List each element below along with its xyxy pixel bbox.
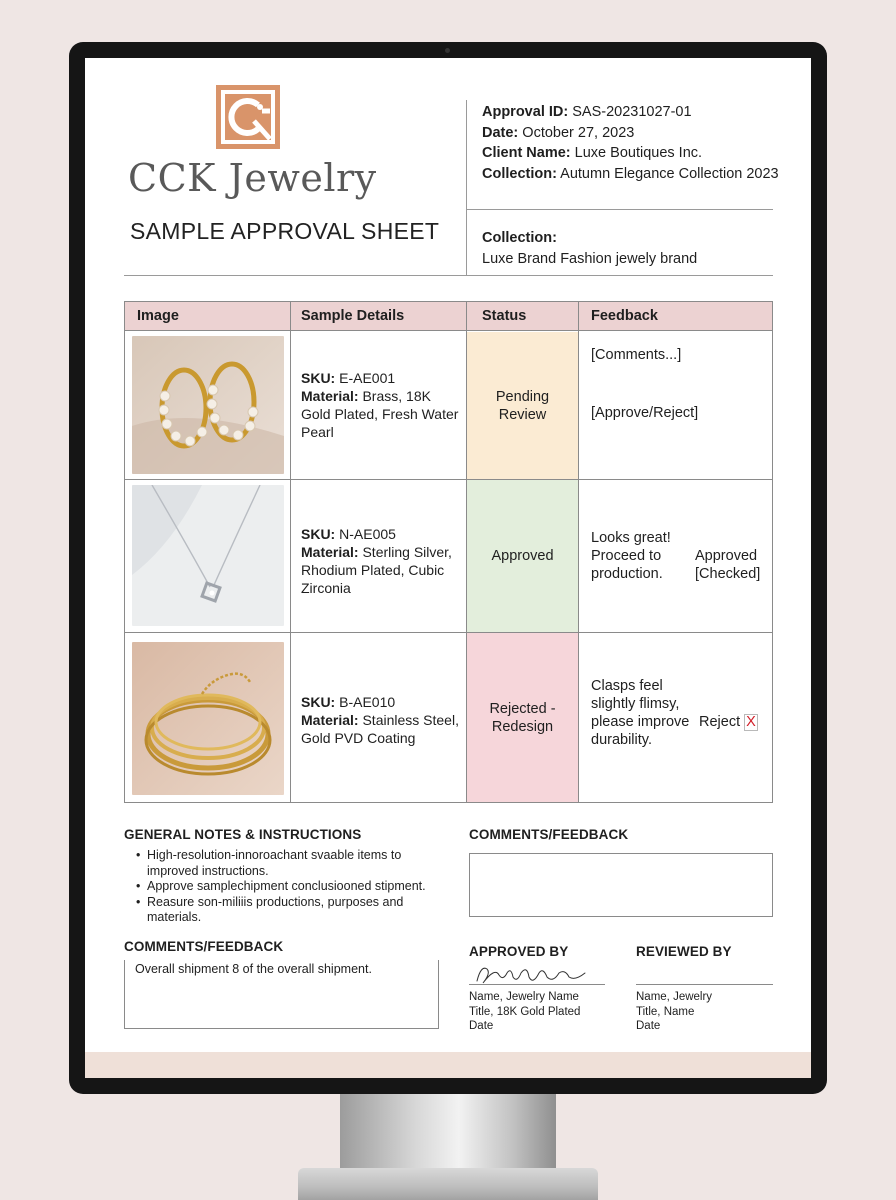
collection-block bbox=[482, 228, 697, 269]
column-divider bbox=[466, 302, 467, 802]
reviewer-title: Title, Name bbox=[636, 1005, 695, 1018]
sku-value: N-AE005 bbox=[339, 526, 396, 542]
header-image: Image bbox=[137, 308, 179, 324]
comments-feedback-box[interactable] bbox=[469, 853, 773, 917]
list-item: • High-resolution-innoroachant svaable items to improved instructions. bbox=[136, 848, 446, 879]
header-status: Status bbox=[482, 308, 527, 324]
sku-value: B-AE010 bbox=[339, 694, 396, 710]
sku-label: SKU: bbox=[301, 694, 336, 710]
necklace-image bbox=[132, 485, 284, 626]
list-item: • Reasure son-miliiis productions, purposes and materials. bbox=[136, 895, 446, 926]
material-value: Stainless Steel, Gold PVD Coating bbox=[301, 712, 459, 746]
approved-by-title: APPROVED BY bbox=[469, 944, 569, 959]
cck-logo-icon bbox=[216, 85, 280, 149]
status-cell bbox=[467, 633, 578, 802]
approval-id-row bbox=[482, 102, 779, 123]
approval-id-label: Approval ID: bbox=[482, 104, 569, 120]
header-rule bbox=[124, 275, 773, 276]
sku-label: SKU: bbox=[301, 370, 336, 386]
date-value: October 27, 2023 bbox=[522, 124, 635, 141]
approver-name: Name, Jewelry Name bbox=[469, 991, 579, 1003]
material-value: Sterling Silver, Rhodium Plated, Cubic Zirconia bbox=[301, 544, 452, 596]
reviewed-by-title: REVIEWED BY bbox=[636, 944, 732, 959]
header-divider bbox=[466, 100, 467, 275]
screen bbox=[85, 58, 811, 1078]
row-divider bbox=[125, 632, 772, 633]
status-text: Approved bbox=[491, 548, 554, 564]
material-value: Brass, 18K Gold Plated, Fresh Water Pearl bbox=[301, 388, 459, 440]
collection-value: Autumn Elegance Collection 2023 bbox=[560, 165, 779, 182]
comments-feedback-value: Overall shipment 8 of the overall shipment. bbox=[135, 962, 372, 976]
bracelet-image bbox=[132, 642, 284, 795]
column-divider bbox=[290, 302, 291, 802]
column-divider bbox=[578, 302, 579, 802]
comments-feedback-title: COMMENTS/FEEDBACK bbox=[469, 827, 629, 842]
general-notes-list bbox=[136, 848, 446, 926]
reject-label: Reject bbox=[699, 714, 741, 730]
monitor-stand-base bbox=[298, 1168, 598, 1200]
collection-label: Collection: bbox=[482, 165, 557, 182]
sample-details bbox=[301, 525, 463, 597]
client-row bbox=[482, 143, 779, 164]
collection2-label: Collection: bbox=[482, 230, 557, 246]
reject-checkbox[interactable]: X bbox=[746, 714, 756, 730]
client-value: Luxe Boutiques Inc. bbox=[574, 145, 703, 161]
feedback-decision[interactable]: [Approve/Reject] bbox=[591, 405, 699, 421]
material-label: Material: bbox=[301, 712, 359, 728]
signature-line bbox=[636, 984, 773, 985]
earrings-image bbox=[132, 336, 284, 474]
comments-feedback-title: COMMENTS/FEEDBACK bbox=[124, 939, 284, 954]
sku-label: SKU: bbox=[301, 526, 336, 542]
webcam bbox=[445, 48, 450, 53]
signature-line bbox=[469, 984, 605, 985]
signature-text: Digital Signature bbox=[473, 961, 481, 962]
status-text: Pending Review bbox=[495, 388, 550, 423]
sample-details bbox=[301, 693, 463, 747]
sample-details bbox=[301, 369, 463, 441]
sku-value: E-AE001 bbox=[339, 370, 396, 386]
page-title: SAMPLE APPROVAL SHEET bbox=[130, 218, 440, 244]
date-label: Date: bbox=[482, 124, 519, 141]
samples-table bbox=[124, 301, 773, 803]
monitor-stand-neck bbox=[340, 1094, 556, 1174]
feedback-comment: Looks great! Proceed to production. bbox=[591, 530, 671, 582]
material-label: Material: bbox=[301, 544, 359, 560]
status-text: Rejected - Redesign bbox=[489, 700, 556, 735]
status-cell bbox=[467, 332, 578, 479]
reviewer-name: Name, Jewelry bbox=[636, 991, 713, 1003]
reviewer-date: Date bbox=[636, 1020, 661, 1032]
meta-block bbox=[482, 102, 779, 184]
list-item: • Approve samplechipment conclusiooned stipment. bbox=[136, 879, 446, 895]
date-row bbox=[482, 123, 779, 144]
collection2-value: Luxe Brand Fashion jewely brand bbox=[482, 250, 698, 267]
table-header bbox=[125, 302, 772, 331]
header-sample-details: Sample Details bbox=[301, 308, 405, 324]
approved-by-details bbox=[469, 990, 580, 1034]
approver-title: Title, 18K Gold Plated bbox=[469, 1005, 581, 1018]
status-cell bbox=[467, 480, 578, 632]
client-label: Client Name: bbox=[482, 145, 571, 161]
feedback-comment: Clasps feel slightly flimsy, please improve durability. bbox=[591, 678, 690, 748]
feedback-comment[interactable]: [Comments...] bbox=[591, 347, 682, 363]
row-divider bbox=[125, 479, 772, 480]
brand-name: CCK Jewelry bbox=[128, 156, 377, 200]
material-label: Material: bbox=[301, 388, 359, 404]
header-feedback: Feedback bbox=[591, 308, 658, 324]
general-notes-title: GENERAL NOTES & INSTRUCTIONS bbox=[124, 827, 362, 842]
reviewed-by-details bbox=[636, 990, 712, 1034]
meta-divider bbox=[466, 209, 773, 210]
monitor-frame bbox=[69, 42, 827, 1094]
feedback-decision[interactable]: Approved [Checked] bbox=[695, 548, 761, 582]
approval-id-value: SAS-20231027-01 bbox=[572, 104, 692, 120]
approver-date: Date bbox=[469, 1020, 494, 1032]
collection-row bbox=[482, 164, 779, 185]
feedback-decision[interactable] bbox=[699, 713, 758, 731]
screen-bottom-band bbox=[85, 1052, 811, 1078]
comments-feedback-box[interactable] bbox=[124, 960, 439, 1029]
